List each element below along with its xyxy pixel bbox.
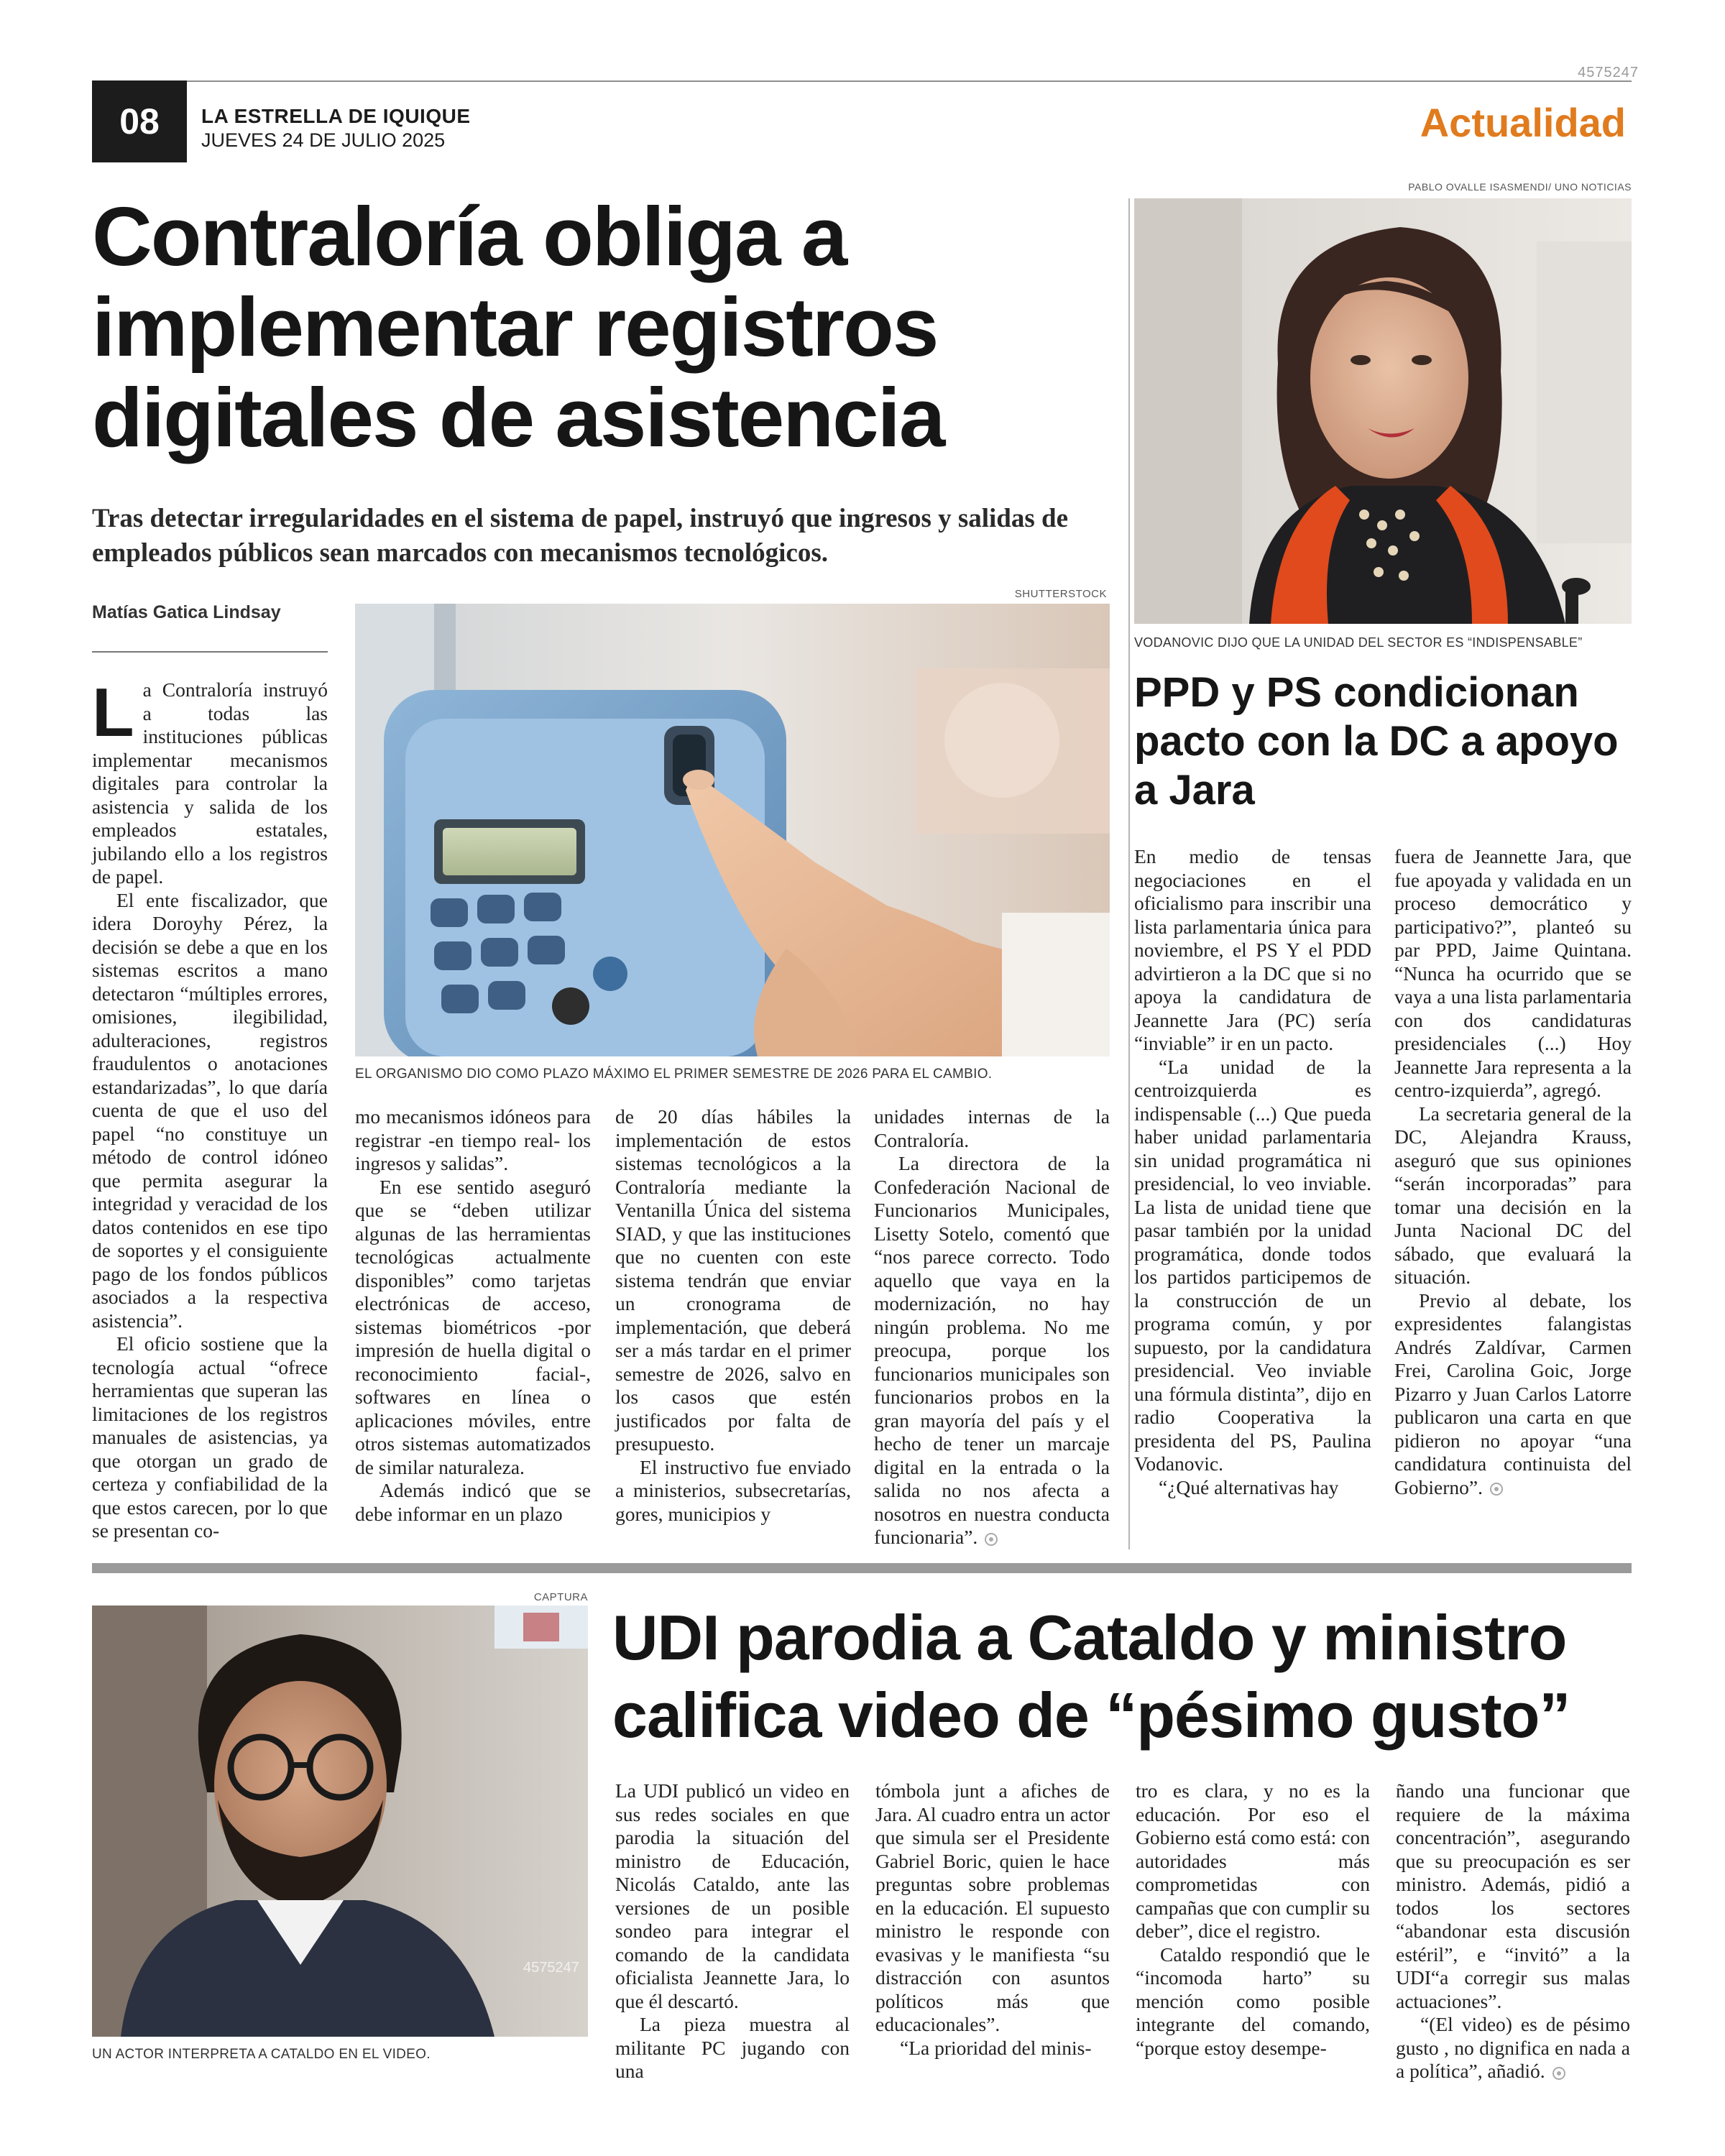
bottom-article-column-4 <box>1396 1779 1630 2083</box>
paragraph: El oficio sostiene que la tecnología actual “ofrece herramientas que superan las limitaciones de los registros manuales de asistencias, ya que otorgan un grado de certeza y confiabilidad de la que estos carecen, por lo que se presentan co- <box>92 1332 328 1542</box>
section-separator <box>92 1563 1632 1573</box>
paragraph: La secretaria general de la DC, Alejandra Krauss, aseguró que sus opiniones “serán incorporadas” para tomar una decisión en la Junta Nacional DC del sábado, que evaluará la situación. <box>1394 1102 1632 1288</box>
end-mark-icon <box>1552 2067 1565 2080</box>
side-headline: PPD y PS condicionan pacto con la DC a apoyo a Jara <box>1134 669 1619 814</box>
bottom-photo-caption: UN ACTOR INTERPRETA A CATALDO EN EL VIDEO. <box>92 2047 431 2062</box>
paragraph: El instructivo fue enviado a ministerios, subsecretarías, gores, municipios y <box>615 1455 851 1525</box>
main-article-column-1 <box>92 674 328 1543</box>
column-divider <box>1128 198 1130 1549</box>
paragraph: La pieza muestra al militante PC jugando con una <box>615 2013 850 2082</box>
paragraph: En ese sentido aseguró que se “deben utilizar algunas de las herramientas tecnológicas actualmente disponibles” como tarjetas electrónicas de acceso, sistemas biométricos -por impresión de huella digital o reconocimiento facial-, softwares en línea o aplicaciones móviles, entre otros sistemas automatizados de similar naturaleza. <box>355 1175 591 1478</box>
paragraph: “¿Qué alternativas hay <box>1159 1475 1339 1498</box>
side-article-column-2 <box>1394 845 1632 1499</box>
side-photo-credit: PABLO OVALLE ISASMENDI/ UNO NOTICIAS <box>1408 181 1632 193</box>
paragraph: Cataldo respondió que le “incomoda harto” su mención como posible integrante del comando, “porque estoy desempe- <box>1136 1943 1370 2059</box>
bottom-article-column-3 <box>1136 1779 1370 2060</box>
main-article-column-4 <box>874 1105 1110 1549</box>
paragraph: En medio de tensas negociaciones en el oficialismo para inscribir una lista parlamentaria única para noviembre, el PS Y el PDD advirtieron a la DC que si no apoya la candidatura de Jeannette Jara (PC) sería “inviable” ir en un pacto. <box>1134 845 1371 1054</box>
paragraph: unidades internas de la Contraloría. <box>874 1105 1110 1151</box>
paragraph: tómbola junt a afiches de Jara. Al cuadro entra un actor que simula ser el Presidente Gabriel Boric, quien le hace preguntas sobre problemas en la educación. El supuesto ministro le responde con evasivas y le manifiesta “su distracción con asuntos políticos más que educacionales”. <box>875 1779 1110 2035</box>
main-article-column-2 <box>355 1105 591 1526</box>
side-article-column-1 <box>1134 845 1371 1499</box>
main-photo-caption: EL ORGANISMO DIO COMO PLAZO MÁXIMO EL PRIMER SEMESTRE DE 2026 PARA EL CAMBIO. <box>355 1067 993 1082</box>
page-id-number: 4575247 <box>1578 65 1639 80</box>
bottom-photo-credit: CAPTURA <box>533 1591 588 1603</box>
bottom-photo-watermark: 4575247 <box>523 1960 579 1976</box>
end-mark-icon <box>1490 1483 1503 1496</box>
paragraph: tro es clara, y no es la educación. Por eso el Gobierno está como está: con autoridades más comprometidas con campañas que con cumplir su deber”, dice el registro. <box>1136 1779 1370 1942</box>
paragraph: La directora de la Confederación Nacional de Funcionarios Municipales, Lisetty Sotelo, comentó que “nos parece correcto. Todo aquello que vaya en la modernización, no hay ningún problema. No me preocupa, porque los funcionarios municipales son funcionarios probos en la gran mayoría del país y el hecho de tener un marcaje digital en la entrada o la salida no nos afecta a nosotros en nuestra conducta funcionaria”. <box>874 1152 1110 1548</box>
publication-name: LA ESTRELLA DE IQUIQUE <box>201 105 471 127</box>
byline-rule <box>92 651 328 653</box>
dropcap: L <box>92 674 134 751</box>
main-photo-fingerprint-clock <box>355 604 1110 1056</box>
main-photo-credit: SHUTTERSTOCK <box>1014 588 1107 600</box>
paragraph: Previo al debate, los expresidentes falangistas Andrés Zaldívar, Carmen Frei, Carolina Goic, Jorge Pizarro y Juan Carlos Latorre publicaron una carta en que pidieron no apoyar “una candidatura continuista del Gobierno”. <box>1394 1289 1632 1498</box>
paragraph: “(El video) es de pésimo gusto , no dignifica en nada a a política”, añadió. <box>1396 2013 1630 2082</box>
side-photo-caption: VODANOVIC DIJO QUE LA UNIDAD DEL SECTOR ES “INDISPENSABLE” <box>1134 635 1583 650</box>
side-photo-speaker <box>1134 198 1632 624</box>
byline: Matías Gatica Lindsay <box>92 602 281 622</box>
paragraph: ñando una funcionar que requiere de la máxima concentración”, asegurando que su preocupación es ser ministro. Además, pidió a todos los sectores “abandonar esta discusión estéril”, e “invitó” a la UDI“a corregir sus malas actuaciones”. <box>1396 1779 1630 2012</box>
main-headline: Contraloría obliga a implementar registros digitales de asistencia <box>92 190 944 464</box>
end-mark-icon <box>985 1533 998 1546</box>
header-rule <box>92 80 1632 82</box>
section-label: Actualidad <box>1420 100 1626 145</box>
paragraph: a Contraloría instruyó a todas las instituciones públicas implementar mecanismos digitales para controlar la asistencia y salida de los empleados estatales, jubilando ello a los registros de papel. <box>92 678 328 888</box>
paragraph: de 20 días hábiles la implementación de estos sistemas tecnológicos a la Contraloría mediante la Ventanilla Única del sistema SIAD, y que las instituciones que no cuenten con este sistema tendrán que enviar un cronograma de implementación, que deberá ser a más tardar en el primer semestre de 2026, salvo en los casos que estén justificados por falta de presupuesto. <box>615 1105 851 1455</box>
paragraph: fuera de Jeannette Jara, que fue apoyada y validada en un proceso democrático y participativo?”, planteó su par PPD, Jaime Quintana. “Nunca ha ocurrido que se vaya a una lista parlamentaria con dos candidaturas presidenciales (...) Hoy Jeannette Jara representa a la centro-izquierda”, agregó. <box>1394 845 1632 1101</box>
bottom-article-column-1 <box>615 1779 850 2083</box>
paragraph: El ente fiscalizador, que idera Doroyhy Pérez, la decisión se debe a que en los sistemas escritos a mano detectaron “múltiples errores, omisiones, ilegibilidad, adulteraciones, registros fraudulentos o anotaciones estandarizadas”, lo que daría cuenta de que el uso del papel “no constituye un método de control idóneo que permita asegurar la integridad y veracidad de los datos contenidos en ese tipo de soportes y el consiguiente pago de los fondos públicos asociados a la respectiva asistencia”. <box>92 888 328 1332</box>
main-subheadline: Tras detectar irregularidades en el sistema de papel, instruyó que ingresos y salidas de empleados públicos sean marcados con mecanismos tecnológicos. <box>92 504 1069 568</box>
bottom-headline: UDI parodia a Cataldo y ministro califica video de “pésimo gusto” <box>612 1602 1570 1751</box>
main-article-column-3 <box>615 1105 851 1526</box>
paragraph: La UDI publicó un video en sus redes sociales en que parodia la situación del ministro de Educación, Nicolás Cataldo, ante las versiones de un posible sondeo para integrar el comando de la candidata oficialista Jeannette Jara, lo que él descartó. <box>615 1779 850 2012</box>
bottom-photo-actor <box>92 1606 588 2037</box>
publication-date: JUEVES 24 DE JULIO 2025 <box>201 129 446 151</box>
paragraph: Además indicó que se debe informar en un plazo <box>355 1479 591 1525</box>
paragraph: “La prioridad del minis- <box>900 2036 1092 2059</box>
page-number: 08 <box>92 80 187 162</box>
bottom-article-column-2 <box>875 1779 1110 2060</box>
paragraph: “La unidad de la centroizquierda es indispensable (...) Que pueda haber unidad parlamentaria sin unidad programática ni presidencial, lo veo inviable. La lista de unidad tiene que pasar también por la unidad programática, donde todos los partidos participemos de la construcción de un programa común, y por supuesto, por la candidatura presidencial. Veo inviable una fórmula distinta”, dijo en radio Cooperativa la presidenta del PS, Paulina Vodanovic. <box>1134 1055 1371 1475</box>
paragraph: mo mecanismos idóneos para registrar -en tiempo real- los ingresos y salidas”. <box>355 1105 591 1174</box>
